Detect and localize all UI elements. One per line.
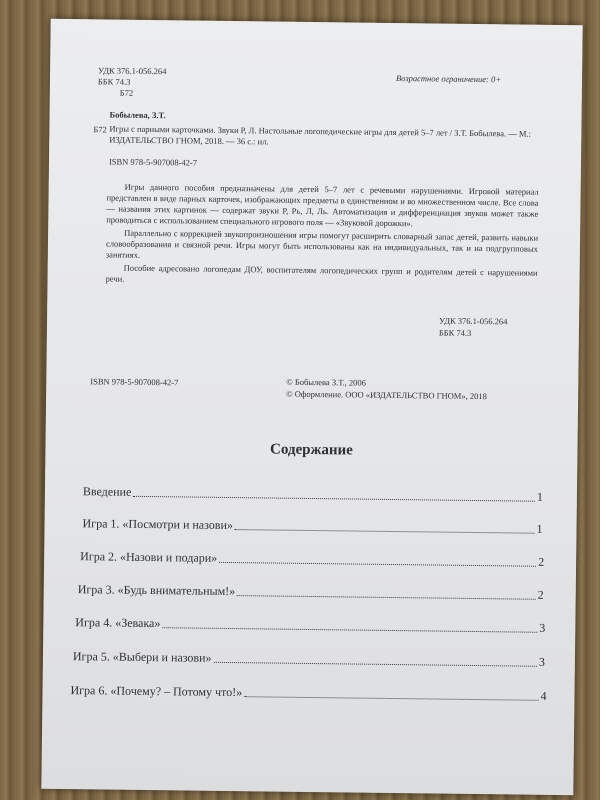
toc-dot-leader <box>162 627 537 633</box>
toc-item-0 <box>83 484 543 505</box>
toc-item-page: 2 <box>538 554 545 569</box>
toc-item-page: 1 <box>536 521 543 536</box>
toc-item-page: 3 <box>539 620 546 635</box>
toc-item-4 <box>75 615 545 636</box>
cutter-code: Б72 <box>119 87 134 98</box>
toc-item-6 <box>70 683 546 704</box>
bib-author: Бобылева, З.Т. <box>109 109 166 121</box>
toc-item-label: Игра 4. «Зевака» <box>75 615 161 631</box>
toc-item-1 <box>82 516 542 537</box>
toc-item-page: 4 <box>540 688 547 703</box>
bbk-code: ББК 74.3 <box>97 76 131 87</box>
bbk-code-bottom: ББК 74.3 <box>438 327 472 338</box>
toc-item-page: 3 <box>538 654 545 669</box>
copyright-author: © Бобылева З.Т., 2006 <box>286 376 367 388</box>
udk-code: УДК 376.1-056.264 <box>98 65 167 77</box>
copyright-design: © Оформление. ООО «ИЗДАТЕЛЬСТВО ГНОМ», 2018 <box>286 388 487 402</box>
bib-description-text: Игры с парными карточками. Звуки Р, Л. Настольные логопедические игры для детей 5–7 лет / З.Т. Бобылева. — М.: ИЗДАТЕЛЬСТВО ГНОМ, 2018. — 36 с.: ил. <box>109 123 532 147</box>
bib-description <box>109 124 539 151</box>
toc-dot-leader <box>235 529 535 534</box>
toc-item-3 <box>78 582 544 603</box>
udk-code-bottom: УДК 376.1-056.264 <box>439 315 508 327</box>
toc-item-2 <box>80 549 544 570</box>
toc-dot-leader <box>237 595 536 600</box>
toc-item-label: Игра 1. «Посмотри и назови» <box>82 516 234 533</box>
toc-dot-leader <box>219 562 536 567</box>
toc-item-5 <box>73 649 545 670</box>
annotation-paragraph-1: Игры данного пособия предназначены для детей 5–7 лет с речевыми нарушениями. Игровой материал представлен в виде парных карточек, изображающих предметы в единственном и во множественном числе. Все слова — названия этих картинок — содержат звуки Р, Рь, Л, Ль. Автоматизация и дифференциация звуков может также проводиться с использованием специального игрового поля — «Звуковой дорожки». <box>106 181 539 229</box>
age-limit: Возрастное ограничение: 0+ <box>395 73 502 85</box>
annotation-paragraph-2: Параллельно с коррекцией звукопроизношения игры помогут расширить словарный запас детей, развить навыки словообразования и связной речи. Игры могут быть использованы как на индивидуальных, так и на подгрупповых занятиях. <box>105 227 539 260</box>
toc-item-label: Игра 6. «Почему? – Потому что!» <box>70 683 243 700</box>
toc-dot-leader <box>133 496 535 502</box>
toc-title: Содержание <box>269 441 353 459</box>
toc-item-page: 2 <box>537 587 544 602</box>
toc-item-label: Введение <box>82 484 132 499</box>
annotation-paragraph-3: Пособие адресовано логопедам ДОУ, воспитателям логопедических групп и родителям детей с нарушениями речи. <box>105 262 538 284</box>
book-page <box>41 19 582 795</box>
toc-item-label: Игра 3. «Будь внимательным!» <box>77 582 236 599</box>
annotation <box>105 181 538 289</box>
toc-dot-leader <box>213 662 536 667</box>
toc-item-page: 1 <box>536 489 544 504</box>
toc-item-label: Игра 2. «Назови и подари» <box>80 549 218 565</box>
bib-code: Б72 <box>93 124 107 135</box>
bib-isbn: ISBN 978-5-907008-42-7 <box>108 156 198 168</box>
toc-item-label: Игра 5. «Выбери и назови» <box>72 649 212 665</box>
copyright-isbn: ISBN 978-5-907008-42-7 <box>90 376 179 388</box>
toc-dot-leader <box>244 696 538 701</box>
